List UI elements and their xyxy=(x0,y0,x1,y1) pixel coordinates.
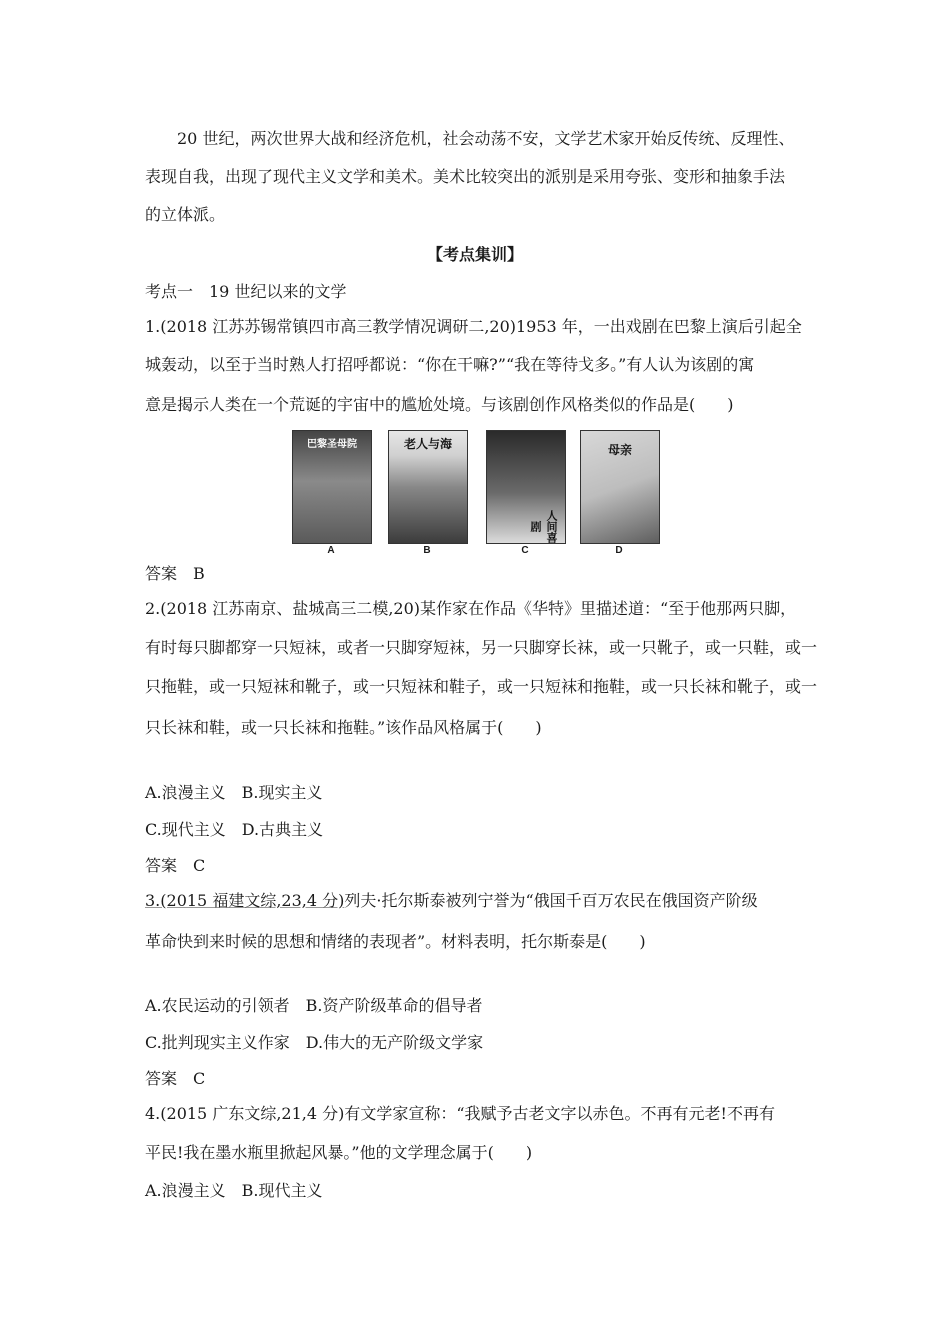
book-cover-b xyxy=(388,430,468,544)
question-1-answer: 答案 B xyxy=(145,564,205,583)
question-2-line-2: 有时每只脚都穿一只短袜，或者一只脚穿短袜，另一只脚穿长袜，或一只靴子，或一只鞋，或一 xyxy=(145,638,818,657)
book-cover-title: 母亲 xyxy=(607,443,632,457)
book-cover-title: 老人与海 xyxy=(403,437,452,451)
option-label-b: B xyxy=(423,545,431,556)
question-3-line-1 xyxy=(145,890,825,912)
question-3-line-2: 革命快到来时候的思想和情绪的表现者”。材料表明，托尔斯泰是( ) xyxy=(145,932,646,951)
section-title: 【考点集训】 xyxy=(426,245,523,264)
intro-line-2: 表现自我，出现了现代主义文学和美术。美术比较突出的派别是采用夸张、变形和抽象手法 xyxy=(145,167,786,186)
intro-line-1: 20 世纪，两次世界大战和经济危机，社会动荡不安，文学艺术家开始反传统、反理性、 xyxy=(177,129,795,148)
question-2-line-1: 2.(2018 江苏南京、盐城高三二模,20)某作家在作品《华特》里描述道：“至于他那两只脚， xyxy=(145,599,797,618)
book-cover-c xyxy=(486,430,566,544)
question-2-answer: 答案 C xyxy=(145,856,206,875)
book-cover-a xyxy=(292,430,372,544)
question-3-options-cd: C.批判现实主义作家 D.伟大的无产阶级文学家 xyxy=(145,1033,484,1052)
intro-line-3: 的立体派。 xyxy=(145,205,226,224)
question-1-line-1: 1.(2018 江苏苏锡常镇四市高三教学情况调研二,20)1953 年，一出戏剧在巴黎上演后引起全 xyxy=(145,317,802,336)
question-4-line-1: 4.(2015 广东文综,21,4 分)有文学家宣称：“我赋予古老文字以赤色。不再有元老!不再有 xyxy=(145,1104,775,1123)
question-2-line-3: 只拖鞋，或一只短袜和靴子，或一只短袜和鞋子，或一只短袜和拖鞋，或一只长袜和靴子，或一 xyxy=(145,677,818,696)
book-cover-title: 人间喜剧 xyxy=(529,509,558,543)
question-4-line-2: 平民!我在墨水瓶里掀起风暴。”他的文学理念属于( ) xyxy=(145,1143,533,1162)
question-3-source: 3.(2015 福建文综,23,4 分) xyxy=(145,891,345,910)
topic-heading: 考点一 19 世纪以来的文学 xyxy=(145,282,347,301)
question-3-answer: 答案 C xyxy=(145,1069,206,1088)
question-1-line-2: 城轰动，以至于当时熟人打招呼都说：“你在干嘛?”“我在等待戈多。”有人认为该剧的寓 xyxy=(145,355,755,374)
question-2-options-ab: A.浪漫主义 B.现实主义 xyxy=(145,783,323,802)
book-cover-d xyxy=(580,430,660,544)
option-label-c: C xyxy=(521,545,529,556)
option-label-a: A xyxy=(327,545,335,556)
question-2-options-cd: C.现代主义 D.古典主义 xyxy=(145,820,324,839)
question-1-line-3: 意是揭示人类在一个荒诞的宇宙中的尴尬处境。与该剧创作风格类似的作品是( ) xyxy=(145,395,734,414)
book-cover-title: 巴黎圣母院 xyxy=(307,439,357,450)
question-2-line-4: 只长袜和鞋，或一只长袜和拖鞋。”该作品风格属于( ) xyxy=(145,718,542,737)
book-covers xyxy=(290,430,670,560)
question-3-options-ab: A.农民运动的引领者 B.资产阶级革命的倡导者 xyxy=(145,996,483,1015)
option-label-d: D xyxy=(615,545,623,556)
question-3-line-1-text: 列夫·托尔斯泰被列宁誉为“俄国千百万农民在俄国资产阶级 xyxy=(344,891,758,910)
question-4-options-ab: A.浪漫主义 B.现代主义 xyxy=(145,1181,323,1200)
